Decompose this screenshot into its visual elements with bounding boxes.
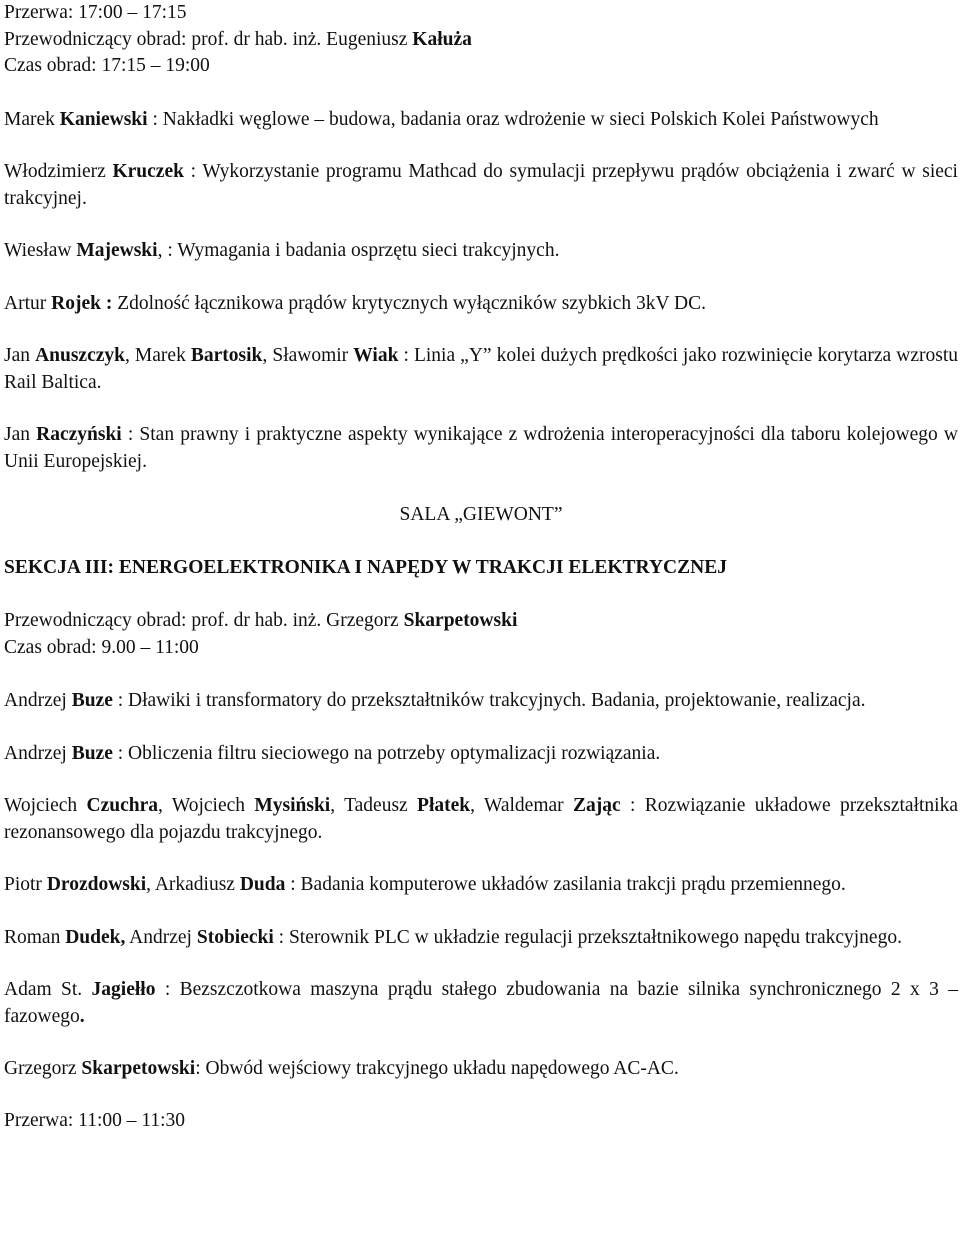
talk-entry — [4, 159, 958, 212]
talk-text: Roman — [4, 926, 66, 948]
talk-text: Adam St. — [4, 979, 92, 1000]
program-document — [4, 0, 958, 1134]
talk-title: : Nakładki węglowe – budowa, badania oraz wdrożenie w sieci Polskich Kolei Państwowych — [147, 108, 879, 130]
talk-entry — [4, 291, 958, 318]
talk-title: : Stan prawny i praktyczne aspekty wynikające z wdrożenia interoperacyjności dla taboru kolejowego w Unii Europejskiej. — [4, 424, 958, 472]
talk-entry — [4, 107, 958, 134]
session-time-2: Czas obrad: 9.00 – 11:00 — [4, 636, 199, 658]
talk-entry — [4, 977, 958, 1030]
break-line-2: Przerwa: 11:00 – 11:30 — [4, 1109, 186, 1131]
author-surname: Rojek : — [51, 292, 113, 314]
author-text: , Marek — [124, 345, 191, 366]
talk-text: : Dławiki i transformatory do przekształtników trakcyjnych. Badania, projektowanie, realizacja. — [112, 690, 866, 711]
author-surname: Raczyński — [36, 424, 122, 445]
author-surname: Dudek, — [65, 926, 126, 948]
talk-text: , Waldemar — [470, 795, 573, 816]
author-surname: Czuchra — [86, 795, 158, 816]
author-surname: Bartosik — [190, 345, 263, 366]
talk-text: : Badania komputerowe układów zasilania trakcji prądu przemiennego. — [285, 874, 846, 895]
talk-text: , Wojciech — [158, 795, 255, 816]
room-title — [4, 502, 958, 529]
talk-text: : Bezszczotkowa maszyna prądu stałego zbudowania na bazie silnika synchronicznego 2 x 3 – fazowego — [4, 979, 958, 1027]
talks-list-1 — [4, 107, 958, 476]
talk-text: Wojciech — [4, 795, 87, 816]
author-surname: Jagiełło — [91, 979, 156, 1000]
chair-name: Kałuża — [412, 28, 472, 50]
author-first-name: Artur — [4, 292, 52, 314]
talk-text: Andrzej — [125, 926, 197, 948]
break-line-1: Przerwa: 17:00 – 17:15 — [4, 2, 187, 23]
author-first-name: Wiesław — [4, 240, 77, 261]
author-text: Jan — [4, 345, 36, 366]
talk-text: : Obliczenia filtru sieciowego na potrzeby optymalizacji rozwiązania. — [112, 742, 661, 764]
session-time-1: Czas obrad: 17:15 – 19:00 — [4, 55, 210, 76]
talk-text: Andrzej — [4, 690, 72, 711]
talk-entry — [4, 238, 958, 265]
talk-text: : Sterownik PLC w układzie regulacji przekształtnikowego napędu trakcyjnego. — [273, 926, 902, 948]
author-surname: Buze — [71, 690, 113, 711]
talk-title: : Linia „Y” kolei dużych prędkości jako rozwinięcie korytarza wzrostu Rail Baltica. — [4, 345, 958, 393]
author-surname: Mysiński — [254, 795, 331, 816]
talk-text: Andrzej — [4, 742, 72, 764]
author-surname: Stobiecki — [196, 926, 274, 948]
talk-text: Grzegorz — [4, 1058, 82, 1079]
author-surname: Wiak — [353, 345, 399, 366]
talk-text: , Tadeusz — [330, 795, 418, 816]
talk-entry — [4, 422, 958, 475]
author-surname: Buze — [71, 742, 113, 764]
author-surname: Kaniewski — [59, 108, 148, 130]
talk-title: : Wykorzystanie programu Mathcad do symulacji przepływu prądów obciążenia i zwarć w sieci trakcyjnej. — [4, 161, 958, 209]
talk-entry — [4, 741, 958, 768]
talk-entry — [4, 1056, 958, 1083]
talk-entry — [4, 872, 958, 899]
talk-entry — [4, 925, 958, 952]
author-surname: Majewski — [76, 240, 158, 261]
talk-title: Zdolność łącznikowa prądów krytycznych wyłączników szybkich 3kV DC. — [112, 292, 707, 314]
author-first-name: Włodzimierz — [4, 161, 113, 182]
author-first-name: Marek — [4, 108, 60, 130]
author-surname: Duda — [239, 874, 286, 895]
talk-entry — [4, 793, 958, 846]
talk-text: : Rozwiązanie układowe przekształtnika rezonansowego dla pojazdu trakcyjnego. — [4, 795, 958, 843]
chair-line-1 — [4, 27, 958, 54]
author-first-name: Jan — [4, 424, 37, 445]
talk-entry — [4, 343, 958, 396]
talk-text: , Arkadiusz — [146, 874, 240, 895]
talk-title: , : Wymagania i badania osprzętu sieci trakcyjnych. — [157, 240, 560, 261]
author-surname: Anuszczyk — [35, 345, 125, 366]
section-title: SEKCJA III: ENERGOELEKTRONIKA I NAPĘDY W TRAKCJI ELEKTRYCZNEJ — [4, 556, 727, 578]
room-title-text: SALA „GIEWONT” — [399, 504, 563, 525]
author-surname: Płatek — [417, 795, 471, 816]
chair-line-2 — [4, 608, 958, 635]
chair2-prefix: Przewodniczący obrad: prof. dr hab. inż. Grzegorz — [4, 610, 404, 631]
author-text: , Sławomir — [262, 345, 354, 366]
talk-text: Piotr — [4, 874, 47, 895]
chair2-name: Skarpetowski — [403, 610, 518, 631]
talk-text: : Obwód wejściowy trakcyjnego układu napędowego AC-AC. — [195, 1058, 679, 1079]
author-surname: . — [79, 1005, 85, 1027]
author-surname: Kruczek — [112, 161, 184, 182]
talks-list-2 — [4, 688, 958, 1083]
author-surname: Drozdowski — [46, 874, 147, 895]
chair-prefix: Przewodniczący obrad: prof. dr hab. inż. Eugeniusz — [4, 28, 413, 50]
talk-entry — [4, 688, 958, 715]
author-surname: Zając — [572, 795, 621, 816]
author-surname: Skarpetowski — [81, 1058, 196, 1079]
